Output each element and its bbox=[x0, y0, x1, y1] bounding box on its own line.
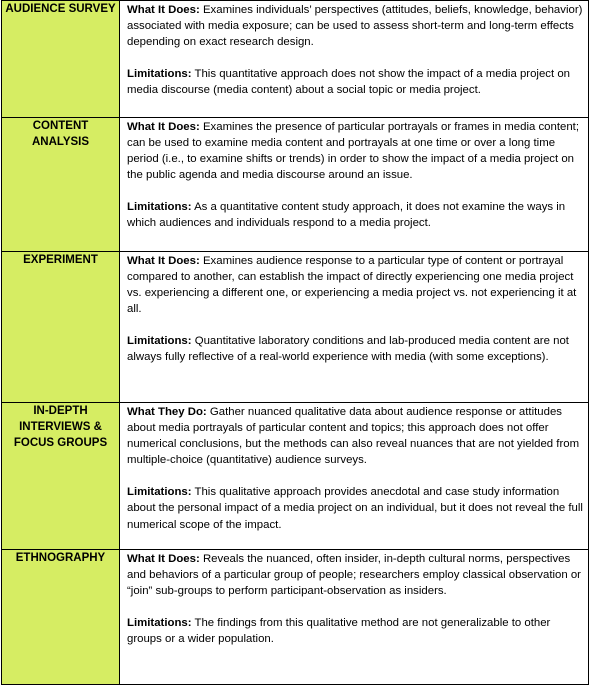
limitations-label: Limitations: bbox=[127, 486, 192, 499]
limitations-paragraph bbox=[127, 66, 583, 98]
research-methods-table bbox=[1, 0, 589, 685]
limitations-paragraph bbox=[127, 199, 583, 231]
method-name: EXPERIMENT bbox=[23, 254, 98, 266]
what-it-does-paragraph bbox=[127, 253, 583, 317]
method-name-cell bbox=[2, 118, 120, 252]
what-it-does-paragraph bbox=[127, 551, 583, 599]
table-row bbox=[2, 550, 589, 685]
limitations-text: This quantitative approach does not show the impact of a media project on media discourse (media content) about a social topic or media project. bbox=[127, 68, 570, 97]
table-row bbox=[2, 1, 589, 118]
what-it-does-label: What They Do: bbox=[127, 406, 207, 418]
limitations-text: As a quantitative content study approach, it does not examine the ways in which audiences and individuals respond to a media project. bbox=[127, 201, 566, 230]
method-description-cell bbox=[120, 403, 589, 550]
what-it-does-paragraph bbox=[127, 404, 583, 468]
method-description-cell bbox=[120, 550, 589, 685]
method-name: CONTENT ANALYSIS bbox=[31, 120, 90, 148]
what-it-does-label: What It Does: bbox=[127, 121, 200, 133]
limitations-label: Limitations: bbox=[127, 617, 192, 630]
what-it-does-label: What It Does: bbox=[127, 4, 200, 16]
limitations-paragraph bbox=[127, 333, 583, 365]
what-it-does-paragraph bbox=[127, 2, 583, 50]
method-name-cell bbox=[2, 550, 120, 685]
method-description-cell bbox=[120, 118, 589, 252]
method-name: AUDIENCE SURVEY bbox=[5, 3, 116, 15]
what-it-does-label: What It Does: bbox=[127, 255, 200, 267]
table-row bbox=[2, 252, 589, 403]
limitations-paragraph bbox=[127, 615, 583, 647]
what-it-does-text: Examines individuals’ perspectives (attitudes, beliefs, knowledge, behavior) associated with media exposure; can be used to assess short-term and long-term effects depending on exact research design. bbox=[127, 4, 583, 49]
method-name-cell bbox=[2, 1, 120, 118]
limitations-label: Limitations: bbox=[127, 68, 192, 81]
limitations-text: The findings from this qualitative method are not generalizable to other groups or a wider population. bbox=[127, 617, 551, 646]
method-description-cell bbox=[120, 1, 589, 118]
what-it-does-paragraph bbox=[127, 119, 583, 183]
what-it-does-text: Examines audience response to a particular type of content or portrayal compared to another, can establish the impact of directly experiencing one media project vs. experiencing a different one, or experiencing a media project vs. not experiencing it at all. bbox=[127, 255, 577, 316]
what-it-does-label: What It Does: bbox=[127, 553, 200, 565]
limitations-label: Limitations: bbox=[127, 201, 192, 214]
table-row bbox=[2, 403, 589, 550]
limitations-label: Limitations: bbox=[127, 335, 192, 348]
method-name: ETHNOGRAPHY bbox=[15, 552, 106, 564]
limitations-text: Quantitative laboratory conditions and lab-produced media content are not always fully reflective of a real-world experience with media (with some exceptions). bbox=[127, 335, 569, 364]
limitations-paragraph bbox=[127, 484, 583, 532]
method-description-cell bbox=[120, 252, 589, 403]
method-name: IN-DEPTH INTERVIEWS & FOCUS GROUPS bbox=[13, 405, 108, 449]
table-row bbox=[2, 118, 589, 252]
method-name-cell bbox=[2, 252, 120, 403]
limitations-text: This qualitative approach provides anecdotal and case study information about the personal impact of a media project on an individual, but it does not reveal the full numerical scope of the impact. bbox=[127, 486, 583, 531]
what-it-does-text: Examines the presence of particular portrayals or frames in media content; can be used to examine media content and portrayals at one time or over a long time period (i.e., to examine shifts or trends) in order to show the impact of a media project on the public agenda and media discourse around an issue. bbox=[127, 121, 580, 182]
what-it-does-text: Gather nuanced qualitative data about audience response or attitudes about media portrayals of particular content and topics; this approach does not offer numerical conclusions, but the methods can also reveal nuances that are not yielded from multiple-choice (quantitative) audience surveys. bbox=[127, 406, 580, 467]
method-name-cell bbox=[2, 403, 120, 550]
what-it-does-text: Reveals the nuanced, often insider, in-depth cultural norms, perspectives and behaviors of a particular group of people; researchers employ classical observation or “join” sub-groups to perform participant-observation as insiders. bbox=[127, 553, 581, 598]
